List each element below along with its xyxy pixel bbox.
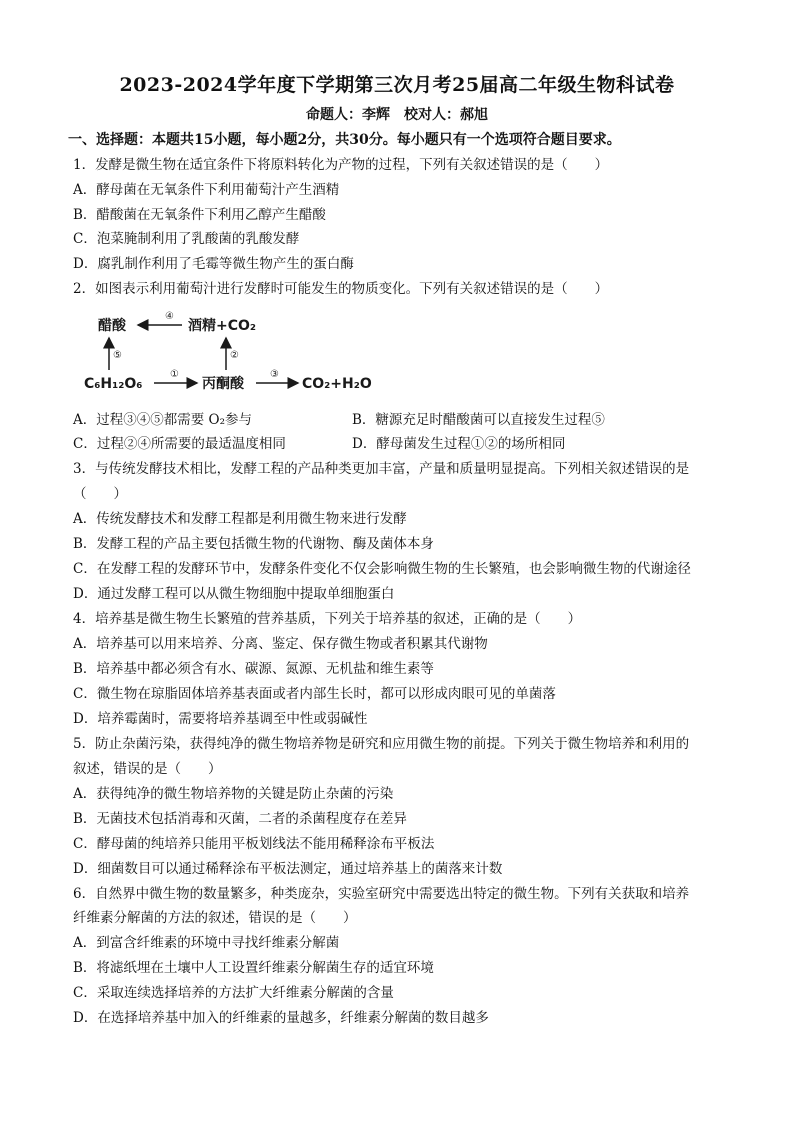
- step-2-label: ②: [230, 350, 239, 361]
- q2-option-b: B．糖源充足时醋酸菌可以直接发生过程⑤: [352, 412, 605, 428]
- q3-stem-line2: （ ）: [73, 486, 127, 502]
- q2-option-a: A．过程③④⑤都需要 O₂参与: [73, 412, 253, 428]
- q3-option-c: C．在发酵工程的发酵环节中，发酵条件变化不仅会影响微生物的生长繁殖，也会影响微生物的代谢途径: [73, 561, 691, 577]
- checker: 校对人：郝旭: [404, 107, 488, 123]
- q6-stem-line2: 纤维素分解菌的方法的叙述，错误的是（ ）: [73, 910, 357, 926]
- ethanol-co2-label: 酒精+CO₂: [188, 318, 257, 334]
- step-4-label: ④: [165, 311, 174, 322]
- exam-title: 2023-2024学年度下学期第三次月考25届高二年级生物科试卷: [119, 74, 675, 96]
- q4-option-d: D．培养霉菌时，需要将培养基调至中性或弱碱性: [73, 711, 368, 727]
- q3-option-b: B．发酵工程的产品主要包括微生物的代谢物、酶及菌体本身: [73, 536, 434, 552]
- q2-stem: 2．如图表示利用葡萄汁进行发酵时可能发生的物质变化。下列有关叙述错误的是（ ）: [73, 281, 609, 297]
- co2-h2o-label: CO₂+H₂O: [302, 376, 372, 392]
- q1-option-c: C．泡菜腌制利用了乳酸菌的乳酸发酵: [73, 231, 300, 247]
- q4-option-b: B．培养基中都必须含有水、碳源、氮源、无机盐和维生素等: [73, 661, 434, 677]
- q4-option-c: C．微生物在琼脂固体培养基表面或者内部生长时，都可以形成肉眼可见的单菌落: [73, 686, 556, 702]
- q4-stem: 4．培养基是微生物生长繁殖的营养基质，下列关于培养基的叙述，正确的是（ ）: [73, 611, 582, 627]
- setter: 命题人：李辉: [306, 107, 390, 123]
- authors-line: [0, 104, 794, 124]
- pyruvate-label: 丙酮酸: [202, 376, 244, 392]
- q3-option-d: D．通过发酵工程可以从微生物细胞中提取单细胞蛋白: [73, 586, 395, 602]
- q2-option-d: D．酵母菌发生过程①②的场所相同: [352, 436, 566, 452]
- q3-stem-line1: 3．与传统发酵技术相比，发酵工程的产品种类更加丰富，产量和质量明显提高。下列相关叙述错误的是: [73, 461, 690, 477]
- q1-option-b: B．醋酸菌在无氧条件下利用乙醇产生醋酸: [73, 207, 326, 223]
- q1-option-a: A．酵母菌在无氧条件下利用葡萄汁产生酒精: [73, 182, 340, 198]
- q5-stem-line2: 叙述，错误的是（ ）: [73, 761, 222, 777]
- q6-option-a: A．到富含纤维素的环境中寻找纤维素分解菌: [73, 935, 340, 951]
- q5-option-a: A．获得纯净的微生物培养物的关键是防止杂菌的污染: [73, 786, 394, 802]
- q6-option-c: C．采取连续选择培养的方法扩大纤维素分解菌的含量: [73, 985, 394, 1001]
- q5-option-d: D．细菌数目可以通过稀释涂布平板法测定，通过培养基上的菌落来计数: [73, 861, 503, 877]
- step-1-label: ①: [170, 369, 179, 380]
- step-3-label: ③: [270, 369, 279, 380]
- acetic-acid-label: 醋酸: [98, 318, 126, 334]
- fermentation-pathway-diagram: [64, 306, 394, 398]
- q5-option-c: C．酵母菌的纯培养只能用平板划线法不能用稀释涂布平板法: [73, 836, 435, 852]
- q3-option-a: A．传统发酵技术和发酵工程都是利用微生物来进行发酵: [73, 511, 407, 527]
- q6-option-d: D．在选择培养基中加入的纤维素的量越多，纤维素分解菌的数目越多: [73, 1010, 489, 1026]
- q1-option-d: D．腐乳制作利用了毛霉等微生物产生的蛋白酶: [73, 256, 354, 272]
- q6-option-b: B．将滤纸埋在土壤中人工设置纤维素分解菌生存的适宜环境: [73, 960, 434, 976]
- q4-option-a: A．培养基可以用来培养、分离、鉴定、保存微生物或者积累其代谢物: [73, 636, 488, 652]
- step-5-label: ⑤: [113, 350, 122, 361]
- glucose-label: C₆H₁₂O₆: [84, 376, 143, 392]
- q5-stem-line1: 5．防止杂菌污染，获得纯净的微生物培养物是研究和应用微生物的前提。下列关于微生物培养和利用的: [73, 736, 690, 752]
- q5-option-b: B．无菌技术包括消毒和灭菌，二者的杀菌程度存在差异: [73, 811, 407, 827]
- q2-option-c: C．过程②④所需要的最适温度相同: [73, 436, 286, 452]
- q6-stem-line1: 6．自然界中微生物的数量繁多，种类庞杂，实验室研究中需要选出特定的微生物。下列有关获取和培养: [73, 886, 690, 902]
- q1-stem: 1．发酵是微生物在适宜条件下将原料转化为产物的过程，下列有关叙述错误的是（ ）: [73, 157, 609, 173]
- section-heading: 一、选择题：本题共15小题，每小题2分，共30分。每小题只有一个选项符合题目要求。: [68, 132, 621, 148]
